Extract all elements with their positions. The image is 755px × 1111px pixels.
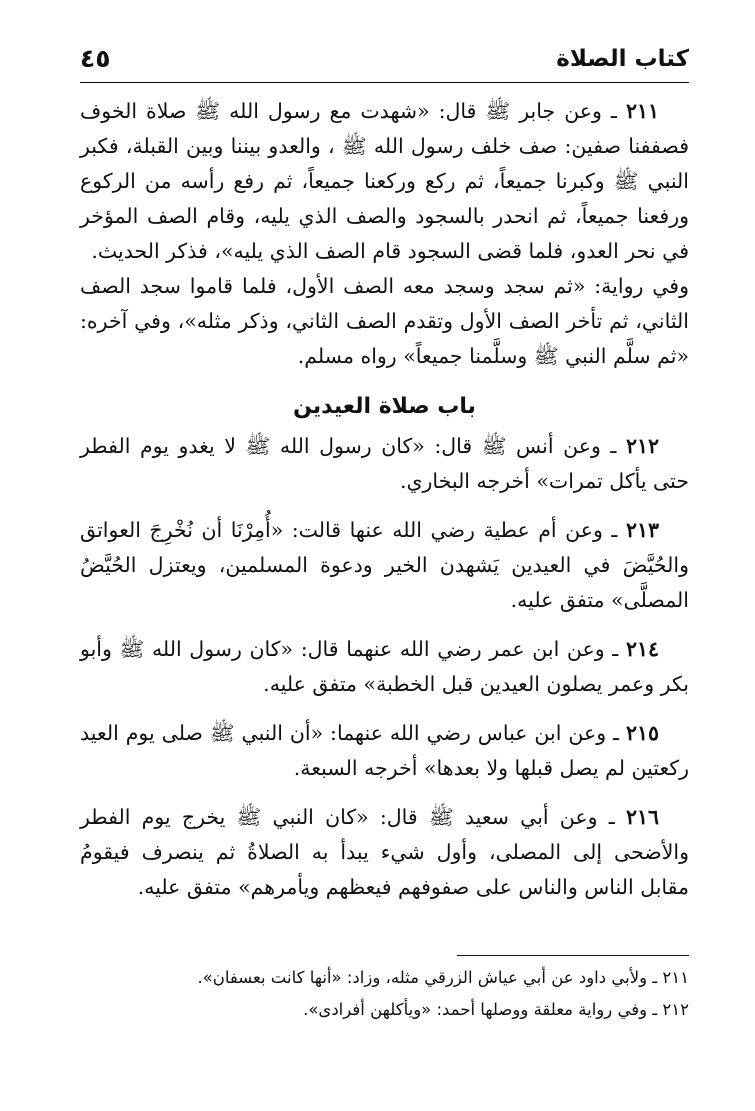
hadith-213 [80,513,689,618]
hadith-text: ـ وعن أنس ﷺ قال: «كان رسول الله ﷺ لا يغدو يوم الفطر حتى يأكل تمرات» أخرجه البخاري. [80,434,689,493]
hadith-number: ٢١١ [625,99,659,123]
hadith-text: ـ وعن جابر ﷺ قال: «شهدت مع رسول الله ﷺ صلاة الخوف فصففنا صفين: صف خلف رسول الله ﷺ ، والعدو بيننا وبين القبلة، فكبر النبي ﷺ وكبرنا جميعاً، ثم ركع وركعنا جميعاً، ثم رفع رأسه من الركوع ورفعنا جميعاً، ثم انحدر بالسجود والصف الذي يليه، وقام الصف المؤخر في نحر العدو، فلما قضى السجود قام الصف الذي يليه»، فذكر الحديث. [80,99,689,263]
page-number: ٤٥ [80,44,111,73]
footnote-divider [457,955,689,956]
footnotes [80,962,689,1026]
hadith-214 [80,632,689,702]
page-header [80,42,689,83]
hadith-number: ٢١٦ [625,805,659,829]
hadith-number: ٢١٣ [625,518,659,542]
hadith-211-variant: وفي رواية: «ثم سجد وسجد معه الصف الأول، فلما قاموا سجد الصف الثاني، ثم تأخر الصف الأول وتقدم الصف الثاني، وذكر مثله»، وفي آخره: «ثم سلَّم النبي ﷺ وسلَّمنا جميعاً» رواه مسلم. [80,274,689,368]
hadith-211 [80,94,689,269]
hadith-text: ـ وعن أم عطية رضي الله عنها قالت: «أُمِرْنَا أن نُخْرِجَ العواتق والحُيَّضَ في العيدين يَشهدن الخير ودعوة المسلمين، ويعتزل الحُيَّضُ المصلَّى» متفق عليه. [80,518,689,612]
hadith-216 [80,800,689,905]
main-text [80,94,689,905]
hadith-number: ٢١٥ [625,721,659,745]
hadith-212 [80,429,689,499]
footnote-211: ٢١١ ـ ولأبي داود عن أبي عياش الزرقي مثله، وزاد: «أنها كانت بعسفان». [197,968,689,987]
book-title: كتاب الصلاة [556,46,689,72]
hadith-text: ـ وعن ابن عمر رضي الله عنهما قال: «كان رسول الله ﷺ وأبو بكر وعمر يصلون العيدين قبل الخطبة» متفق عليه. [80,637,689,696]
hadith-number: ٢١٤ [625,637,659,661]
hadith-number: ٢١٢ [625,434,659,458]
chapter-title: باب صلاة العيدين [293,394,476,419]
hadith-215 [80,716,689,786]
footnote-212: ٢١٢ ـ وفي رواية معلقة ووصلها أحمد: «ويأكلهن أفرادى». [303,1000,689,1019]
hadith-text: ـ وعن أبي سعيد ﷺ قال: «كان النبي ﷺ يخرج يوم الفطر والأضحى إلى المصلى، وأول شيء يبدأ به الصلاةُ ثم ينصرف فيقومُ مقابل الناس والناس على صفوفهم فيعظهم ويأمرهم» متفق عليه. [80,805,689,899]
hadith-text: ـ وعن ابن عباس رضي الله عنهما: «أن النبي ﷺ صلى يوم العيد ركعتين لم يصل قبلها ولا بعدها» أخرجه السبعة. [80,721,689,780]
